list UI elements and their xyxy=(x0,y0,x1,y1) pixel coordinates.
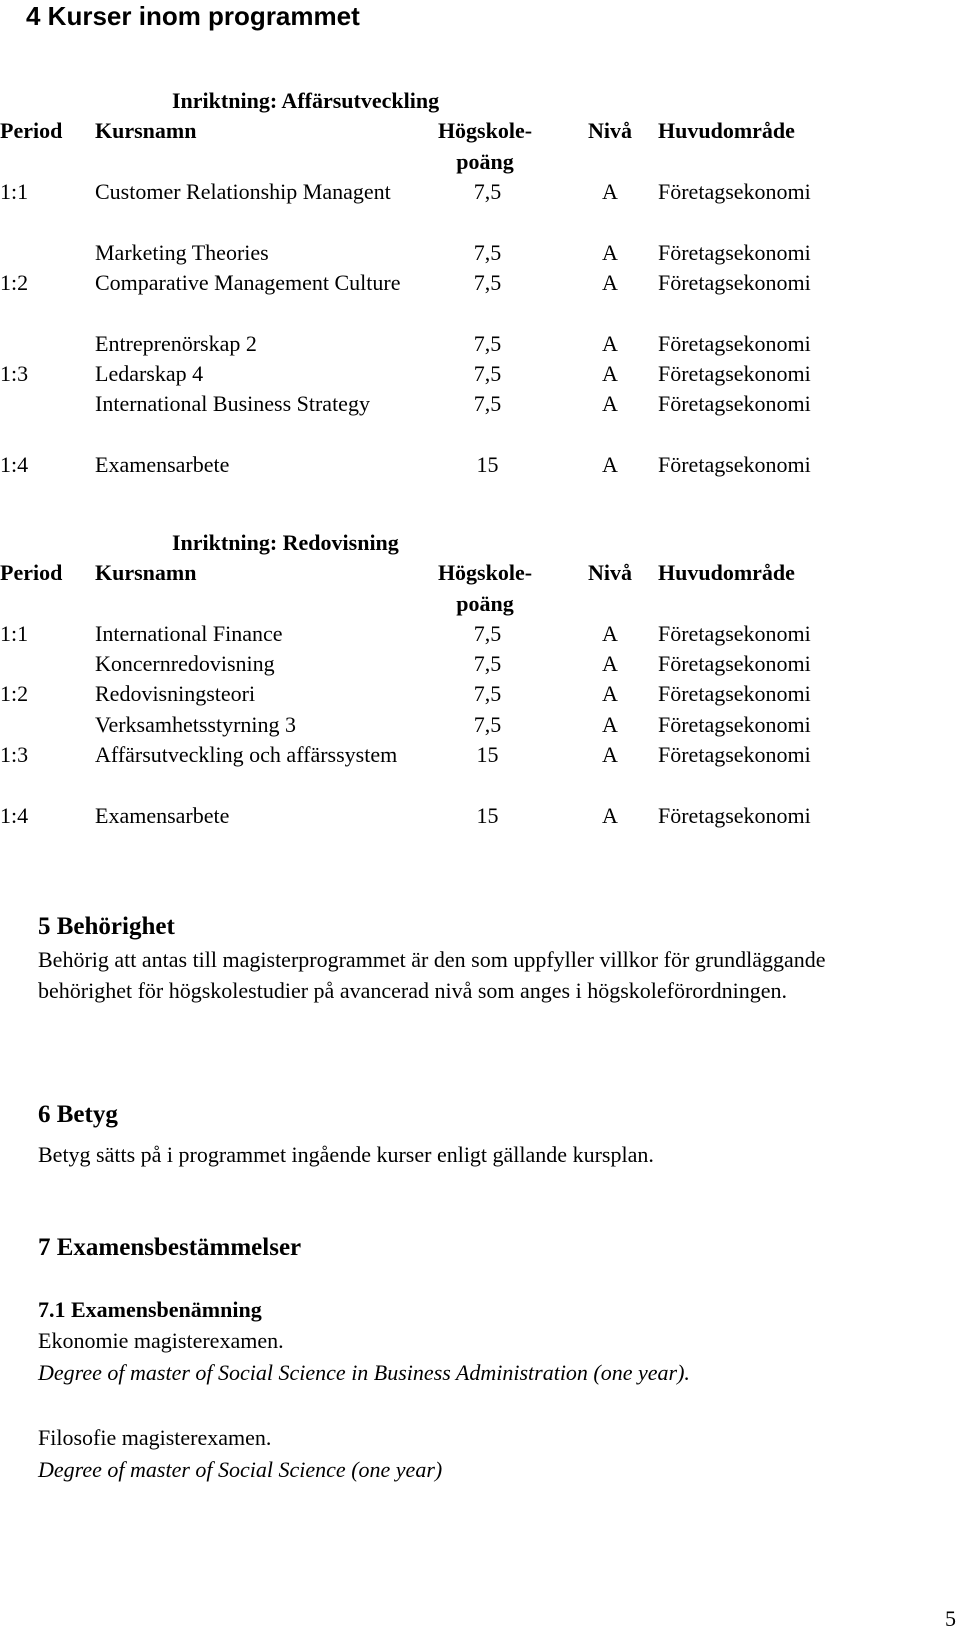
row-period: 1:2 xyxy=(0,270,29,295)
row-points: 7,5 xyxy=(473,621,502,646)
row-name: Verksamhetsstyrning 3 xyxy=(95,712,297,737)
section-6-text: Betyg sätts på i programmet ingående kurser enligt gällande kursplan. xyxy=(38,1142,654,1167)
row-points: 7,5 xyxy=(473,391,502,416)
header-area: Huvudområde xyxy=(658,118,795,143)
header-period: Period xyxy=(0,118,63,143)
row-name: Marketing Theories xyxy=(95,240,269,265)
header-level: Nivå xyxy=(588,560,632,585)
row-area: Företagsekonomi xyxy=(658,742,811,767)
row-name: Examensarbete xyxy=(95,452,230,477)
row-period: 1:2 xyxy=(0,681,29,706)
row-period: 1:1 xyxy=(0,621,29,646)
row-points: 15 xyxy=(476,803,499,828)
degree-2-english: Degree of master of Social Science (one year) xyxy=(38,1457,443,1482)
row-area: Företagsekonomi xyxy=(658,179,811,204)
row-period: 1:3 xyxy=(0,361,29,386)
row-name: Customer Relationship Managent xyxy=(95,179,391,204)
row-name: Comparative Management Culture xyxy=(95,270,401,295)
section-7-heading: 7 Examensbestämmelser xyxy=(38,1234,302,1261)
row-area: Företagsekonomi xyxy=(658,270,811,295)
row-points: 15 xyxy=(476,742,499,767)
row-area: Företagsekonomi xyxy=(658,803,811,828)
row-area: Företagsekonomi xyxy=(658,452,811,477)
table-title: Inriktning: Affärsutveckling xyxy=(172,88,440,113)
row-area: Företagsekonomi xyxy=(658,712,811,737)
row-area: Företagsekonomi xyxy=(658,651,811,676)
header-level: Nivå xyxy=(588,118,632,143)
page-number: 5 xyxy=(945,1606,956,1631)
row-area: Företagsekonomi xyxy=(658,331,811,356)
row-level: A xyxy=(602,179,618,204)
row-points: 7,5 xyxy=(473,179,502,204)
degree-1-swedish: Ekonomie magisterexamen. xyxy=(38,1328,284,1353)
row-level: A xyxy=(602,391,618,416)
row-points: 7,5 xyxy=(473,270,502,295)
header-name: Kursnamn xyxy=(95,118,197,143)
row-name: Entreprenörskap 2 xyxy=(95,331,257,356)
row-level: A xyxy=(602,651,618,676)
row-level: A xyxy=(602,712,618,737)
header-points: Högskole- poäng xyxy=(437,118,533,174)
section-7-1-heading: 7.1 Examensbenämning xyxy=(38,1297,262,1322)
degree-2-swedish: Filosofie magisterexamen. xyxy=(38,1425,272,1450)
row-area: Företagsekonomi xyxy=(658,391,811,416)
row-name: Ledarskap 4 xyxy=(95,361,204,386)
row-level: A xyxy=(602,621,618,646)
row-area: Företagsekonomi xyxy=(658,681,811,706)
row-points: 15 xyxy=(476,452,499,477)
row-level: A xyxy=(602,452,618,477)
row-area: Företagsekonomi xyxy=(658,240,811,265)
row-level: A xyxy=(602,240,618,265)
header-points: Högskole- poäng xyxy=(437,560,533,616)
row-level: A xyxy=(602,803,618,828)
section-5-text: Behörig att antas till magisterprogrammet är den som uppfyller villkor för grundläggande behörighet för högskolestudier på avancerad nivå som anges i högskoleförordningen. xyxy=(38,947,826,1003)
row-name: International Finance xyxy=(95,621,283,646)
row-level: A xyxy=(602,331,618,356)
row-level: A xyxy=(602,742,618,767)
section-6-heading: 6 Betyg xyxy=(38,1101,118,1128)
row-name: Examensarbete xyxy=(95,803,230,828)
degree-1-english: Degree of master of Social Science in Business Administration (one year). xyxy=(38,1360,690,1385)
header-period: Period xyxy=(0,560,63,585)
row-period: 1:4 xyxy=(0,803,29,828)
row-level: A xyxy=(602,361,618,386)
row-points: 7,5 xyxy=(473,651,502,676)
row-level: A xyxy=(602,270,618,295)
row-points: 7,5 xyxy=(473,712,502,737)
row-points: 7,5 xyxy=(473,331,502,356)
section-5-heading: 5 Behörighet xyxy=(38,913,175,940)
row-period: 1:3 xyxy=(0,742,29,767)
row-name: Redovisningsteori xyxy=(95,681,256,706)
header-name: Kursnamn xyxy=(95,560,197,585)
page-heading: 4 Kurser inom programmet xyxy=(26,1,360,31)
row-name: Affärsutveckling och affärssystem xyxy=(95,742,398,767)
row-period: 1:1 xyxy=(0,179,29,204)
row-points: 7,5 xyxy=(473,361,502,386)
row-name: International Business Strategy xyxy=(95,391,370,416)
row-period: 1:4 xyxy=(0,452,29,477)
row-points: 7,5 xyxy=(473,240,502,265)
row-points: 7,5 xyxy=(473,681,502,706)
row-area: Företagsekonomi xyxy=(658,621,811,646)
row-name: Koncernredovisning xyxy=(95,651,275,676)
row-level: A xyxy=(602,681,618,706)
header-area: Huvudområde xyxy=(658,560,795,585)
row-area: Företagsekonomi xyxy=(658,361,811,386)
table-title: Inriktning: Redovisning xyxy=(172,530,399,555)
